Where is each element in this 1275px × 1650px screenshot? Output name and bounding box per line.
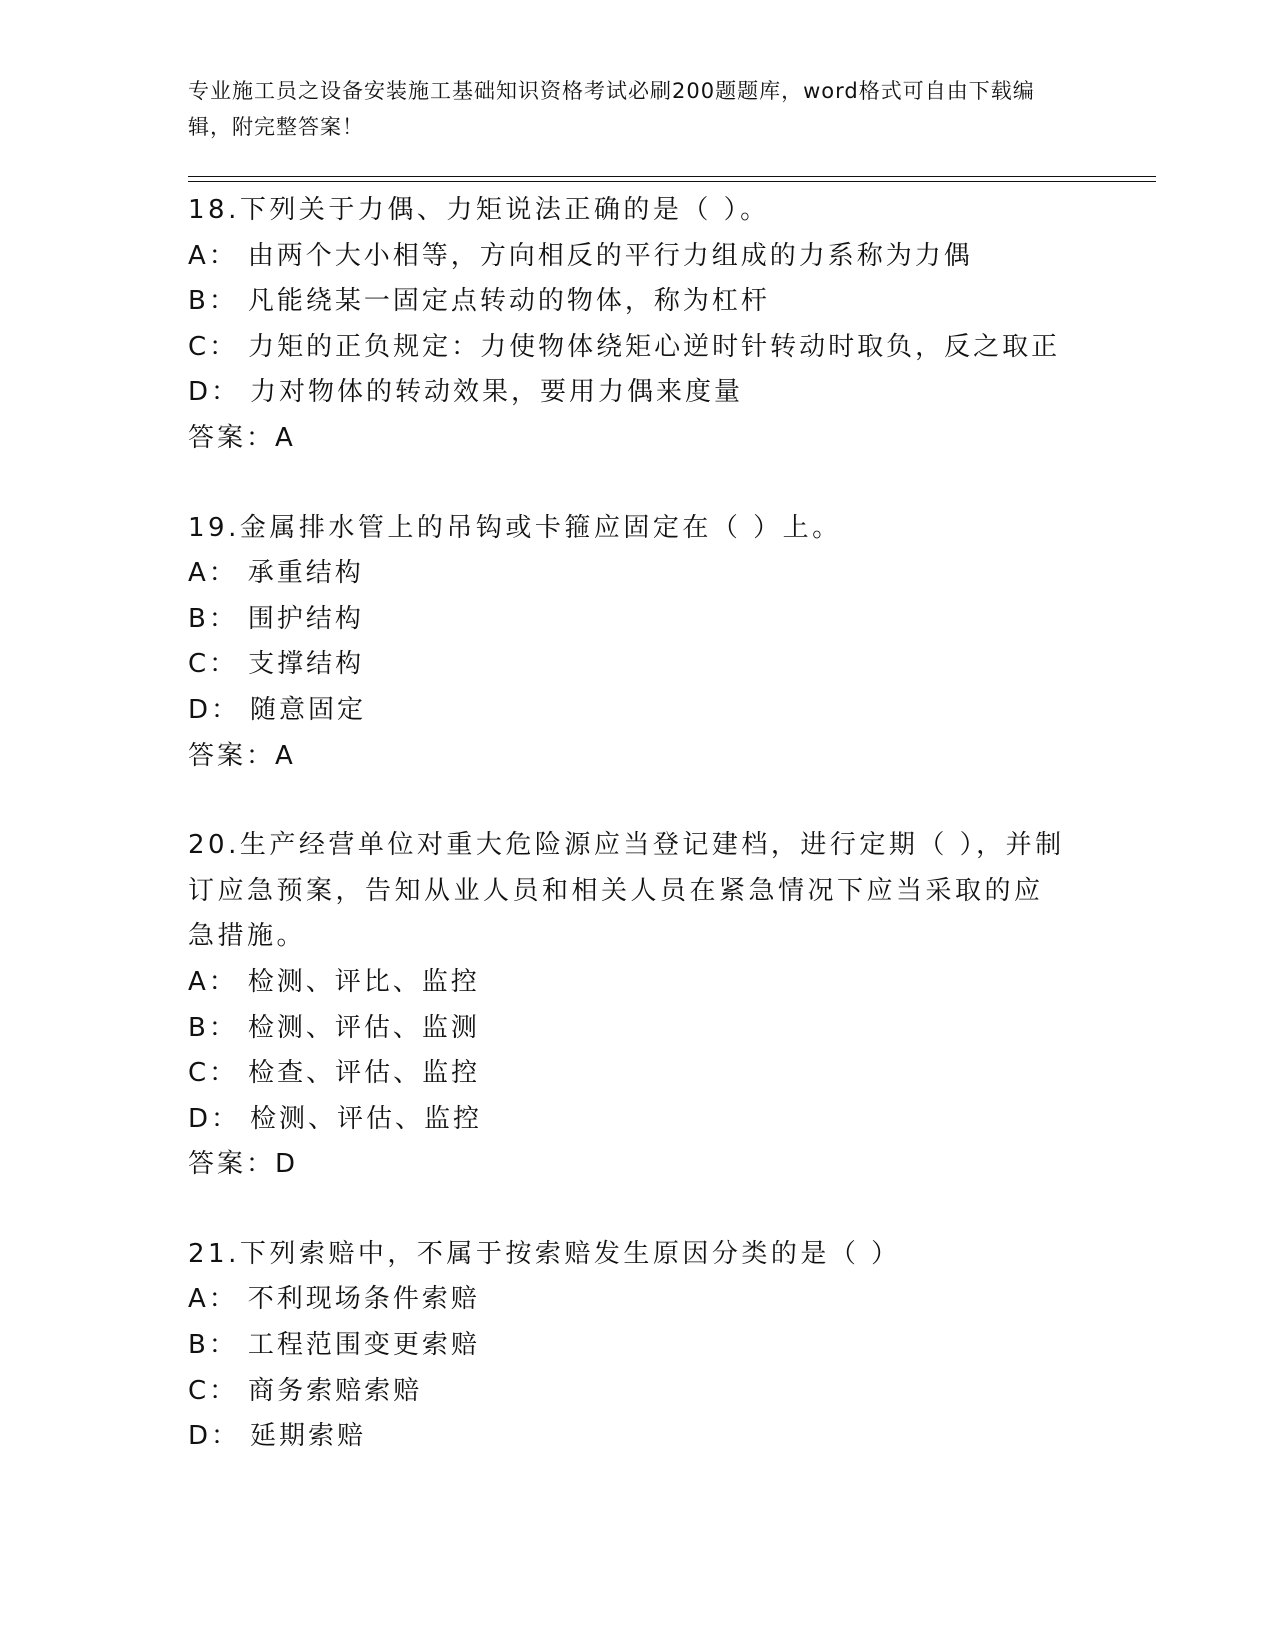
question-19	[188, 506, 1068, 780]
option-text: 工程范围变更索赔	[247, 1330, 480, 1361]
option-label: C：	[188, 1375, 239, 1406]
option-b	[188, 1006, 1068, 1052]
option-label: D：	[188, 1421, 241, 1452]
answer-line: 答案：A	[188, 740, 296, 771]
option-label: D：	[188, 377, 241, 408]
option-label: B：	[188, 1330, 238, 1361]
option-b	[188, 597, 1068, 643]
option-label: A：	[188, 1284, 238, 1315]
question-stem: 18.下列关于力偶、力矩说法正确的是（ ）。	[188, 195, 770, 225]
answer-line: 答案：D	[188, 1149, 299, 1180]
option-text: 检查、评估、监控	[248, 1058, 481, 1089]
option-d	[188, 370, 1068, 416]
option-label: B：	[188, 603, 238, 634]
option-a	[188, 1277, 1068, 1323]
option-a	[188, 551, 1068, 597]
question-18	[188, 188, 1068, 462]
question-stem: 21.下列索赔中，不属于按索赔发生原因分类的是（ ）	[188, 1238, 901, 1269]
question-20	[188, 823, 1068, 1188]
option-text: 力矩的正负规定：力使物体绕矩心逆时针转动时取负，反之取正	[248, 331, 1061, 362]
option-text: 由两个大小相等，方向相反的平行力组成的力系称为力偶	[247, 240, 973, 271]
option-text: 承重结构	[247, 558, 364, 589]
option-a	[188, 234, 1068, 280]
option-text: 不利现场条件索赔	[247, 1284, 480, 1315]
option-b	[188, 279, 1068, 325]
option-text: 检测、评估、监控	[250, 1103, 483, 1134]
option-label: D：	[188, 694, 241, 725]
option-text: 支撑结构	[248, 649, 365, 680]
option-label: C：	[188, 331, 239, 362]
option-label: B：	[188, 286, 238, 317]
option-text: 延期索赔	[250, 1421, 367, 1452]
option-label: C：	[188, 1058, 239, 1089]
option-text: 围护结构	[247, 603, 364, 634]
option-label: A：	[188, 240, 238, 271]
header-divider-top	[188, 176, 1156, 177]
question-21	[188, 1232, 1068, 1460]
option-c	[188, 325, 1068, 371]
option-c	[188, 1369, 1068, 1415]
option-label: B：	[188, 1012, 238, 1043]
option-label: C：	[188, 649, 239, 680]
option-text: 凡能绕某一固定点转动的物体，称为杠杆	[247, 286, 770, 317]
option-label: A：	[188, 558, 238, 589]
option-text: 随意固定	[250, 694, 367, 725]
option-c	[188, 642, 1068, 688]
option-text: 检测、评比、监控	[247, 966, 480, 997]
question-list	[188, 188, 1068, 1504]
option-text: 力对物体的转动效果，要用力偶来度量	[250, 377, 744, 408]
header-divider-bottom	[188, 181, 1156, 182]
option-text: 商务索赔索赔	[248, 1375, 423, 1406]
option-text: 检测、评估、监测	[247, 1012, 480, 1043]
option-d	[188, 1414, 1068, 1460]
option-label: A：	[188, 966, 238, 997]
answer-line: 答案：A	[188, 422, 296, 453]
document-header: 专业施工员之设备安装施工基础知识资格考试必刷200题题库，word格式可自由下载编辑，附完整答案！	[188, 79, 1035, 139]
option-a	[188, 960, 1068, 1006]
option-label: D：	[188, 1103, 241, 1134]
option-c	[188, 1051, 1068, 1097]
option-b	[188, 1323, 1068, 1369]
option-d	[188, 1097, 1068, 1143]
option-d	[188, 688, 1068, 734]
question-stem: 20.生产经营单位对重大危险源应当登记建档，进行定期（ ），并制订应急预案，告知从业人员和相关人员在紧急情况下应当采取的应急措施。	[188, 830, 1065, 952]
question-stem: 19.金属排水管上的吊钩或卡箍应固定在（ ）上。	[188, 512, 842, 543]
